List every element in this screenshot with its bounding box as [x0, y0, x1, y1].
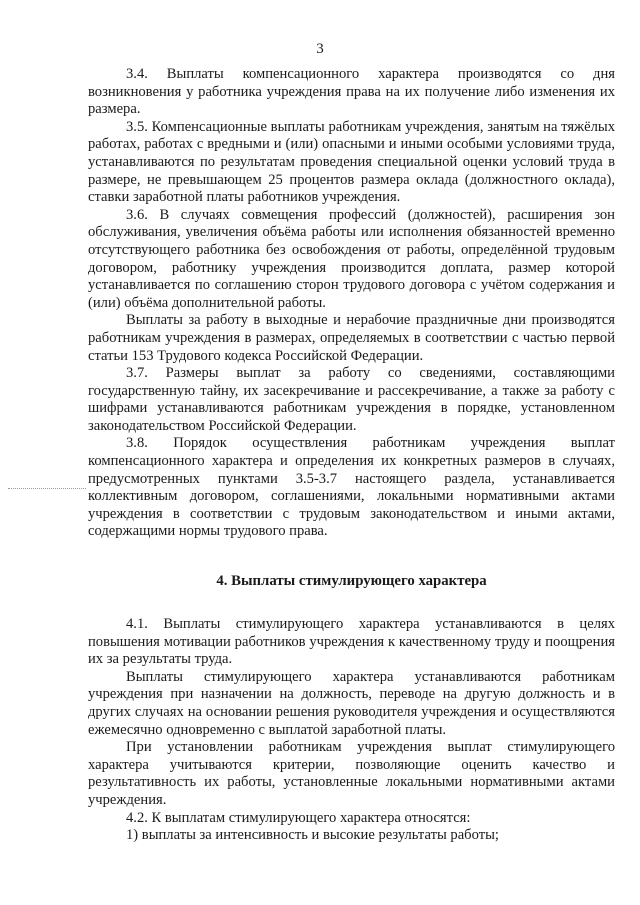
- paragraph-stimulus-criteria: При установлении работникам учреждения выплат стимулирующего характера учитываются критерии, позволяющие оценить качество и результативность их работы, установленные локальными нормативными актами учреждения.: [88, 739, 615, 808]
- spacer: [88, 541, 615, 572]
- paragraph-weekend-pay: Выплаты за работу в выходные и нерабочие праздничные дни производятся работникам учреждения в размерах, определяемых в соответствии с частью первой статьи 153 Трудового кодекса Российской Федерации.: [88, 312, 615, 364]
- paragraph-4-2: 4.2. К выплатам стимулирующего характера относятся:: [126, 809, 471, 826]
- paragraph-3-4: 3.4. Выплаты компенсационного характера производятся со дня возникновения у работника учреждения права на их получение либо изменения их размера.: [88, 66, 615, 118]
- paragraph-4-1: 4.1. Выплаты стимулирующего характера устанавливаются в целях повышения мотивации работников учреждения к качественному труду и поощрения их за результаты труда.: [88, 616, 615, 668]
- paragraph-3-7: 3.7. Размеры выплат за работу со сведениями, составляющими государственную тайну, их засекречивание и рассекречивание, а также за работу с шифрами устанавливаются работникам учреждения в порядке, установленном законодательством Российской Федерации.: [88, 365, 615, 434]
- paragraph-3-8: 3.8. Порядок осуществления работникам учреждения выплат компенсационного характера и определения их конкретных размеров в случаях, предусмотренных пунктами 3.5-3.7 настоящего раздела, устанавливается коллективным договором, соглашениями, локальными нормативными актами учреждения в соответствии с трудовым законодательством и иными актами, содержащими нормы трудового права.: [88, 435, 615, 540]
- list-item-1: 1) выплаты за интенсивность и высокие результаты работы;: [126, 827, 499, 844]
- paragraph-3-6: 3.6. В случаях совмещения профессий (должностей), расширения зон обслуживания, увеличения объёма работы или исполнения обязанностей временно отсутствующего работника без освобождения от работы, определённой трудовым договором, работнику учреждения производится доплата, размер которой устанавливается по соглашению сторон трудового договора с учётом содержания и (или) объёма дополнительной работы.: [88, 206, 615, 311]
- spacer: [88, 590, 615, 616]
- paragraph-stimulus-assignment: Выплаты стимулирующего характера устанавливаются работникам учреждения при назначении на должность, переводе на другую должность и в других случаях на основании решения руководителя учреждения и осуществляются ежемесячно одновременно с выплатой заработной платы.: [88, 668, 615, 738]
- section-heading: 4. Выплаты стимулирующего характера: [216, 573, 487, 590]
- paragraph-3-5: 3.5. Компенсационные выплаты работникам учреждения, занятым на тяжёлых работах, работах с вредными и (или) опасными и иными особыми условиями труда, устанавливаются по результатам проведения специальной оценки условий труда в размере, не превышающем 25 процентов размера оклада (должностного оклада), ставки заработной платы работников учреждения.: [88, 118, 615, 206]
- margin-mark: [8, 488, 86, 495]
- page-number: 3: [316, 41, 324, 57]
- document-body: [88, 66, 615, 845]
